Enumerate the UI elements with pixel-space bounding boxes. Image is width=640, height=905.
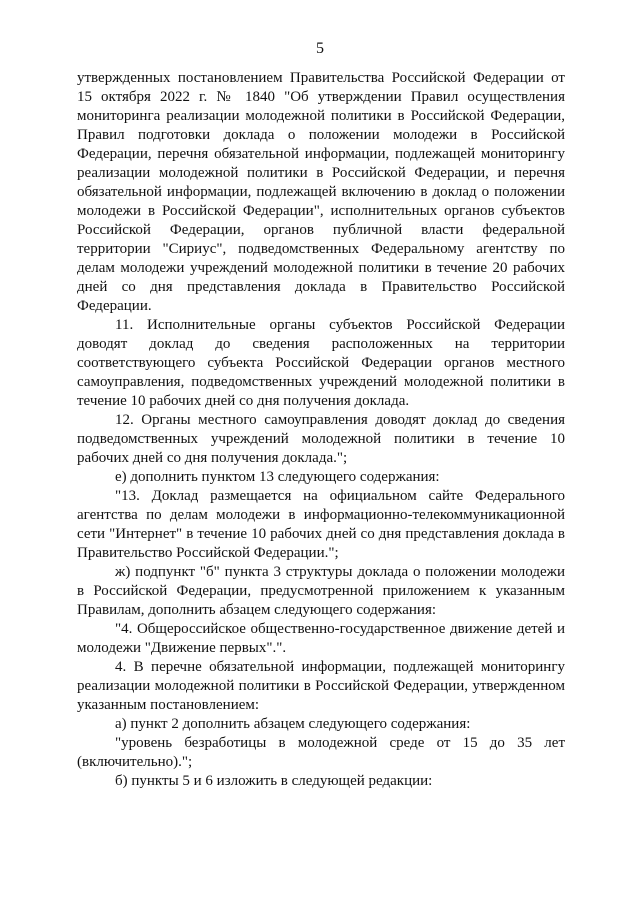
paragraph: ж) подпункт "б" пункта 3 структуры доклада о положении молодежи в Российской Федерации, предусмотренной приложением к указанным Правилам, дополнить абзацем следующего содержания: <box>77 564 565 618</box>
paragraph: б) пункты 5 и 6 изложить в следующей редакции: <box>115 773 433 789</box>
paragraph: утвержденных постановлением Правительства Российской Федерации от 15 октября 2022 г. № 1840 "Об утверждении Правил осуществления мониторинга реализации молодежной политики в Российской Федерации, Правил подготовки доклада о положении молодежи в Российской Федерации, перечня обязательной информации, подлежащей мониторингу реализации молодежной политики в Российской Федерации, и перечня обязательной информации, подлежащей включению в доклад о положении молодежи в Российской Федерации", исполнительных органов субъектов Российской Федерации, органов публичной власти федеральной территории "Сириус", подведомственных Федеральному агентству по делам молодежи учреждений молодежной политики в течение 20 рабочих дней со дня представления доклада в Правительство Российской Федерации. <box>77 70 565 314</box>
paragraph: 12. Органы местного самоуправления доводят доклад до сведения подведомственных учреждений молодежной политики в течение 10 рабочих дней со дня получения доклада."; <box>77 412 565 466</box>
paragraph: а) пункт 2 дополнить абзацем следующего содержания: <box>115 716 471 732</box>
paragraph: 11. Исполнительные органы субъектов Российской Федерации доводят доклад до сведения расположенных на территории соответствующего субъекта Российской Федерации органов местного самоуправления, подведомственных учреждений молодежной политики в течение 10 рабочих дней со дня получения доклада. <box>77 317 565 409</box>
paragraph: "уровень безработицы в молодежной среде от 15 до 35 лет (включительно)."; <box>77 735 565 770</box>
paragraph: е) дополнить пунктом 13 следующего содержания: <box>115 469 440 485</box>
paragraph: 4. В перечне обязательной информации, подлежащей мониторингу реализации молодежной политики в Российской Федерации, утвержденном указанным постановлением: <box>77 659 565 713</box>
paragraph: "13. Доклад размещается на официальном сайте Федерального агентства по делам молодежи в информационно-телекоммуникационной сети "Интернет" в течение 10 рабочих дней со дня представления доклада в Правительство Российской Федерации."; <box>77 488 565 561</box>
paragraph: "4. Общероссийское общественно-государственное движение детей и молодежи "Движение первых".". <box>77 621 565 656</box>
page-number: 5 <box>316 40 324 57</box>
document-body <box>77 69 565 791</box>
